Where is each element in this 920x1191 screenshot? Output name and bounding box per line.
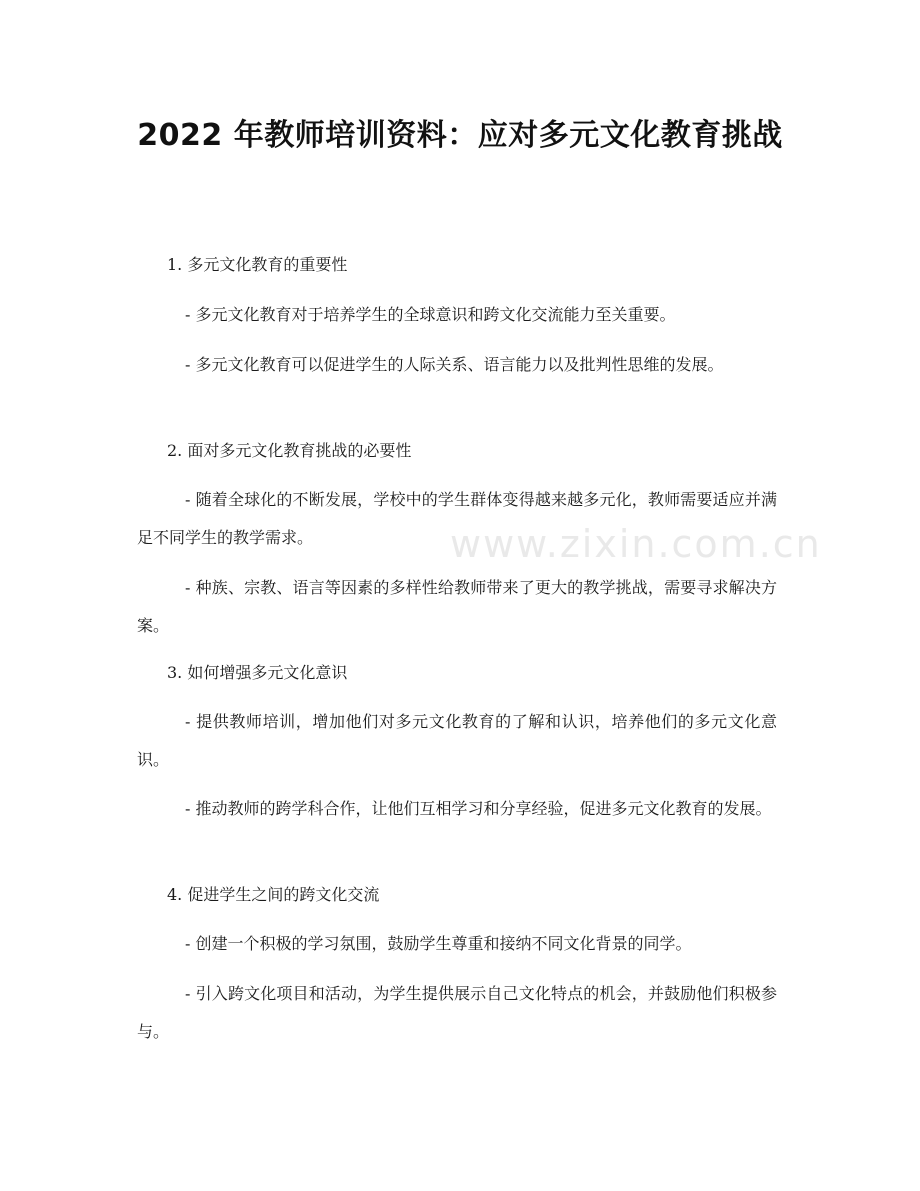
section-1-paragraph-2: - 多元文化教育可以促进学生的人际关系、语言能力以及批判性思维的发展。 — [185, 355, 724, 374]
section-heading-4: 4. 促进学生之间的跨文化交流 — [167, 885, 380, 904]
section-4-paragraph-1: - 创建一个积极的学习氛围，鼓励学生尊重和接纳不同文化背景的同学。 — [185, 934, 692, 953]
section-2-paragraph-1: - 随着全球化的不断发展，学校中的学生群体变得越来越多元化，教师需要适应并满足不同学生的教学需求。 — [137, 490, 777, 547]
section-3-paragraph-1: - 提供教师培训，增加他们对多元文化教育的了解和认识，培养他们的多元文化意识。 — [137, 712, 777, 769]
watermark: www.zixin.com.cn — [450, 522, 822, 566]
document-title: 2022 年教师培训资料：应对多元文化教育挑战 — [137, 118, 783, 153]
section-heading-3: 3. 如何增强多元文化意识 — [167, 663, 348, 682]
section-3-paragraph-2: - 推动教师的跨学科合作，让他们互相学习和分享经验，促进多元文化教育的发展。 — [185, 799, 772, 818]
section-1-paragraph-1: - 多元文化教育对于培养学生的全球意识和跨文化交流能力至关重要。 — [185, 305, 676, 324]
section-heading-2: 2. 面对多元文化教育挑战的必要性 — [167, 441, 412, 460]
section-2-paragraph-2: - 种族、宗教、语言等因素的多样性给教师带来了更大的教学挑战，需要寻求解决方案。 — [137, 578, 777, 635]
section-heading-1: 1. 多元文化教育的重要性 — [167, 255, 348, 274]
section-4-paragraph-2: - 引入跨文化项目和活动，为学生提供展示自己文化特点的机会，并鼓励他们积极参与。 — [137, 984, 777, 1041]
